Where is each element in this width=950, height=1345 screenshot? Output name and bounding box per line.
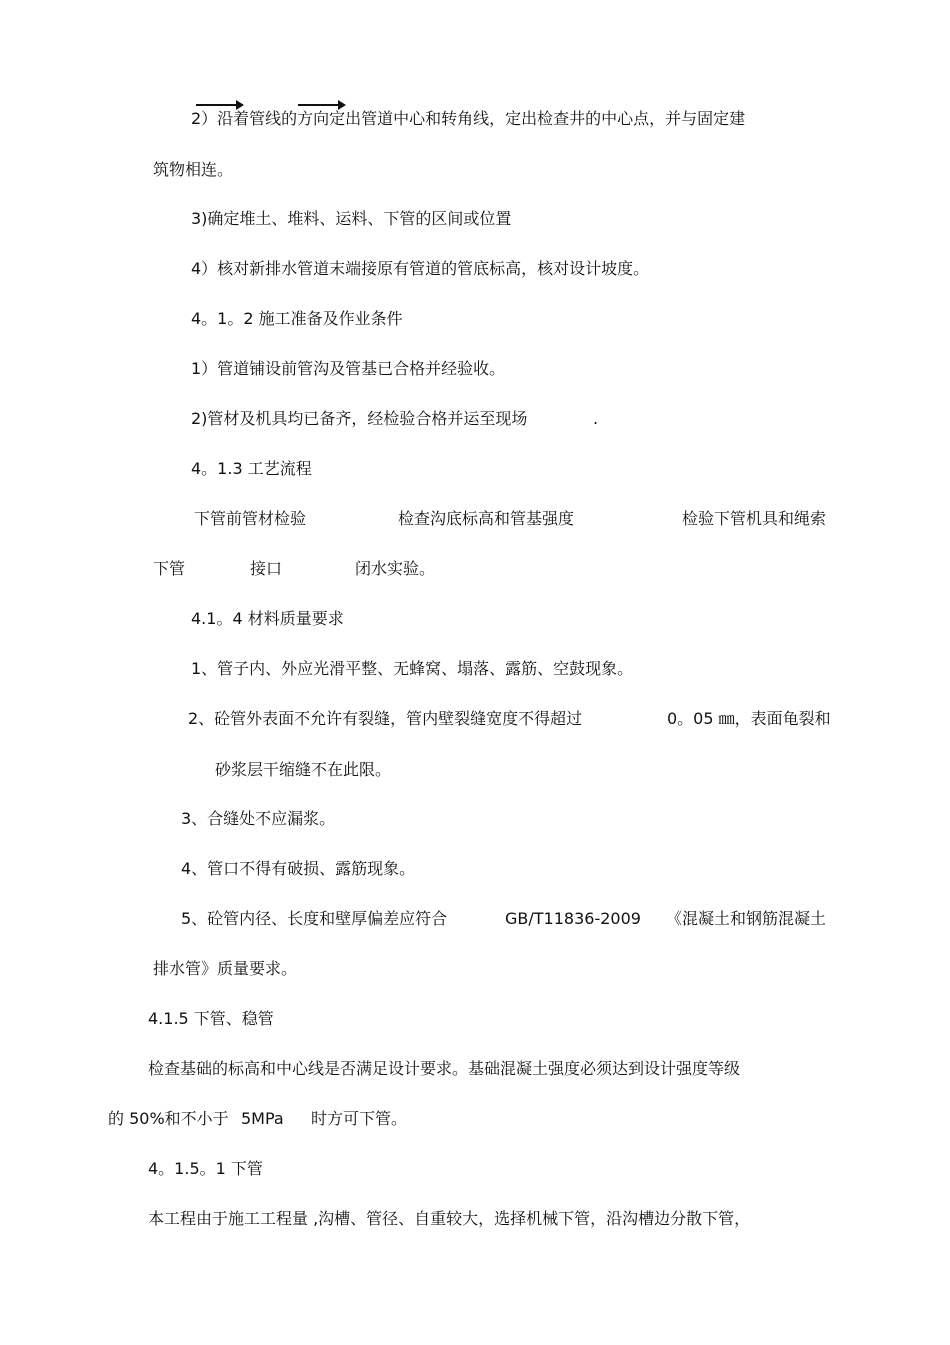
text-line: 5MPa — [241, 1109, 284, 1128]
text-line: . — [593, 409, 599, 428]
text-line: 2、砼管外表面不允许有裂缝，管内壁裂缝宽度不得超过 — [188, 709, 583, 728]
flow-step: 检查沟底标高和管基强度 — [398, 509, 575, 528]
flow-step: 检验下管机具和绳索 — [682, 509, 827, 528]
flow-arrow-2 — [298, 104, 344, 106]
text-line: 砂浆层干缩缝不在此限。 — [215, 760, 392, 779]
text-line: 4、管口不得有破损、露筋现象。 — [181, 859, 416, 878]
text-line: 1、管子内、外应光滑平整、无蜂窝、塌落、露筋、空鼓现象。 — [191, 659, 634, 678]
text-line: 2)管材及机具均已备齐，经检验合格并运至现场 — [191, 409, 528, 428]
section-heading: 4.1.5 下管、稳管 — [148, 1009, 274, 1028]
text-line: GB/T11836-2009 — [505, 909, 641, 928]
flow-step: 闭水实验。 — [355, 559, 436, 578]
text-line: 排水管》质量要求。 — [153, 959, 298, 978]
section-heading: 4.1。4 材料质量要求 — [191, 609, 344, 628]
text-line: 的 50%和不小于 — [108, 1109, 229, 1128]
flow-step: 下管前管材检验 — [194, 509, 307, 528]
text-line: 《混凝土和钢筋混凝土 — [666, 909, 827, 928]
text-line: 时方可下管。 — [311, 1109, 408, 1128]
text-line: 4）核对新排水管道末端接原有管道的管底标高，核对设计坡度。 — [191, 259, 650, 278]
text-line: 本工程由于施工工程量 ,沟槽、管径、自重较大，选择机械下管，沿沟槽边分散下管， — [148, 1209, 751, 1228]
section-heading: 4。1.5。1 下管 — [148, 1159, 263, 1178]
section-heading: 4。1。2 施工准备及作业条件 — [191, 309, 403, 328]
text-line: 2）沿着管线的方向定出管道中心和转角线，定出检查井的中心点，并与固定建 — [191, 109, 746, 128]
flow-step: 接口 — [250, 559, 283, 578]
text-line: 5、砼管内径、长度和壁厚偏差应符合 — [181, 909, 448, 928]
text-line: 检查基础的标高和中心线是否满足设计要求。基础混凝土强度必须达到设计强度等级 — [148, 1059, 741, 1078]
flow-step: 下管 — [153, 559, 186, 578]
text-line: 3、合缝处不应漏浆。 — [181, 809, 336, 828]
text-line: 1）管道铺设前管沟及管基已合格并经验收。 — [191, 359, 506, 378]
text-line: 筑物相连。 — [153, 160, 234, 179]
text-line: 3)确定堆土、堆料、运料、下管的区间或位置 — [191, 209, 512, 228]
flow-arrow-1 — [196, 104, 242, 106]
text-line: 0。05 ㎜，表面龟裂和 — [667, 709, 831, 728]
section-heading: 4。1.3 工艺流程 — [191, 459, 312, 478]
